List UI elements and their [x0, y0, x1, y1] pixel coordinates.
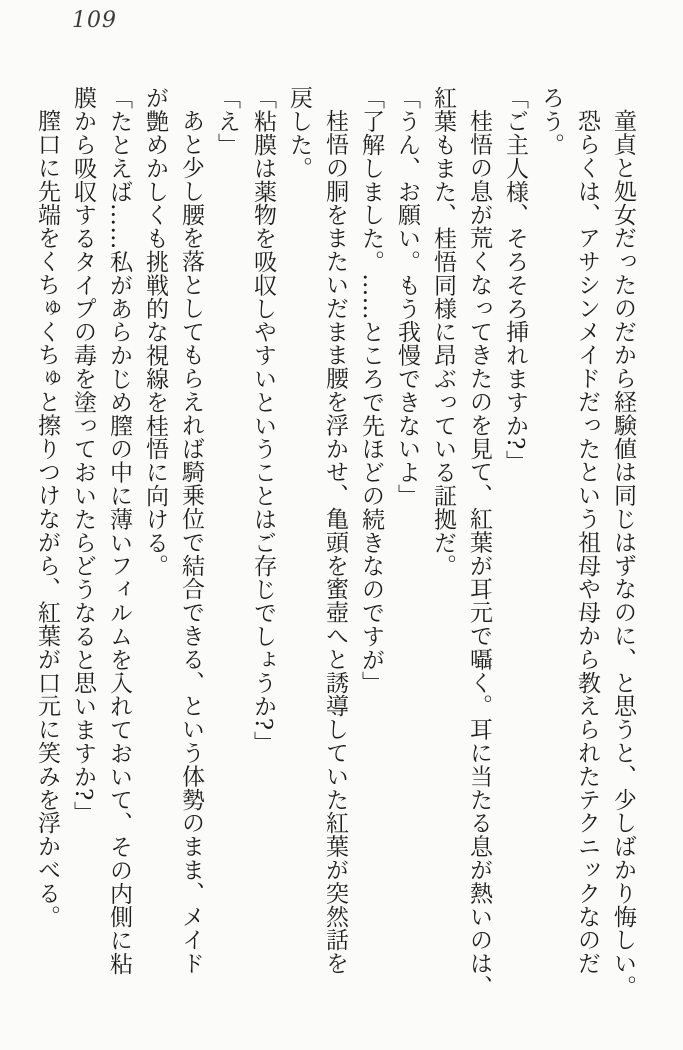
text-line: 「粘膜は薬物を吸収しやすいということはご存じでしょうか?」: [250, 86, 276, 754]
text-line: 「え」: [214, 86, 240, 157]
text-line: 童貞と処女だったのだから経験値は同じはずなのに、と思うと、少しばかり悔しい。: [610, 109, 636, 999]
text-line: あと少し腰を落としてもらえれば騎乗位で結合できる、という体勢のまま、メイド: [178, 109, 204, 976]
text-line: 「ご主人様、そろそろ挿れますか?」: [502, 86, 528, 474]
text-line: 「うん、お願い。もう我慢できないよ」: [394, 86, 420, 508]
text-line: 桂悟の息が荒くなってきたのを見て、紅葉が耳元で囁く。耳に当たる息が熱いのは、: [466, 109, 492, 999]
text-line: 「たとえば……私があらかじめ膣の中に薄いフィルムを入れておいて、その内側に粘: [106, 86, 132, 976]
text-line: ろう。: [538, 86, 564, 157]
text-columns: [29, 86, 641, 1016]
text-line: 膣口に先端をくちゅくちゅと擦りつけながら、紅葉が口元に笑みを浮かべる。: [34, 109, 60, 929]
text-line: 桂悟の胴をまたいだまま腰を浮かせ、亀頭を蜜壺へと誘導していた紅葉が突然話を: [322, 109, 348, 976]
text-line: 恐らくは、アサシンメイドだったという祖母や母から教えられたテクニックなのだ: [574, 109, 600, 976]
text-line: 紅葉もまた、桂悟同様に昂ぶっている証拠だ。: [430, 86, 456, 578]
text-line: 「了解しました。……ところで先ほどの続きなのですが」: [358, 86, 384, 695]
text-line: 戻した。: [286, 86, 312, 180]
page-number: 109: [72, 8, 117, 33]
text-line: が艶めかしくも挑戦的な視線を桂悟に向ける。: [142, 86, 168, 578]
text-line: 膜から吸収するタイプの毒を塗っておいたらどうなると思いますか?」: [70, 86, 96, 825]
